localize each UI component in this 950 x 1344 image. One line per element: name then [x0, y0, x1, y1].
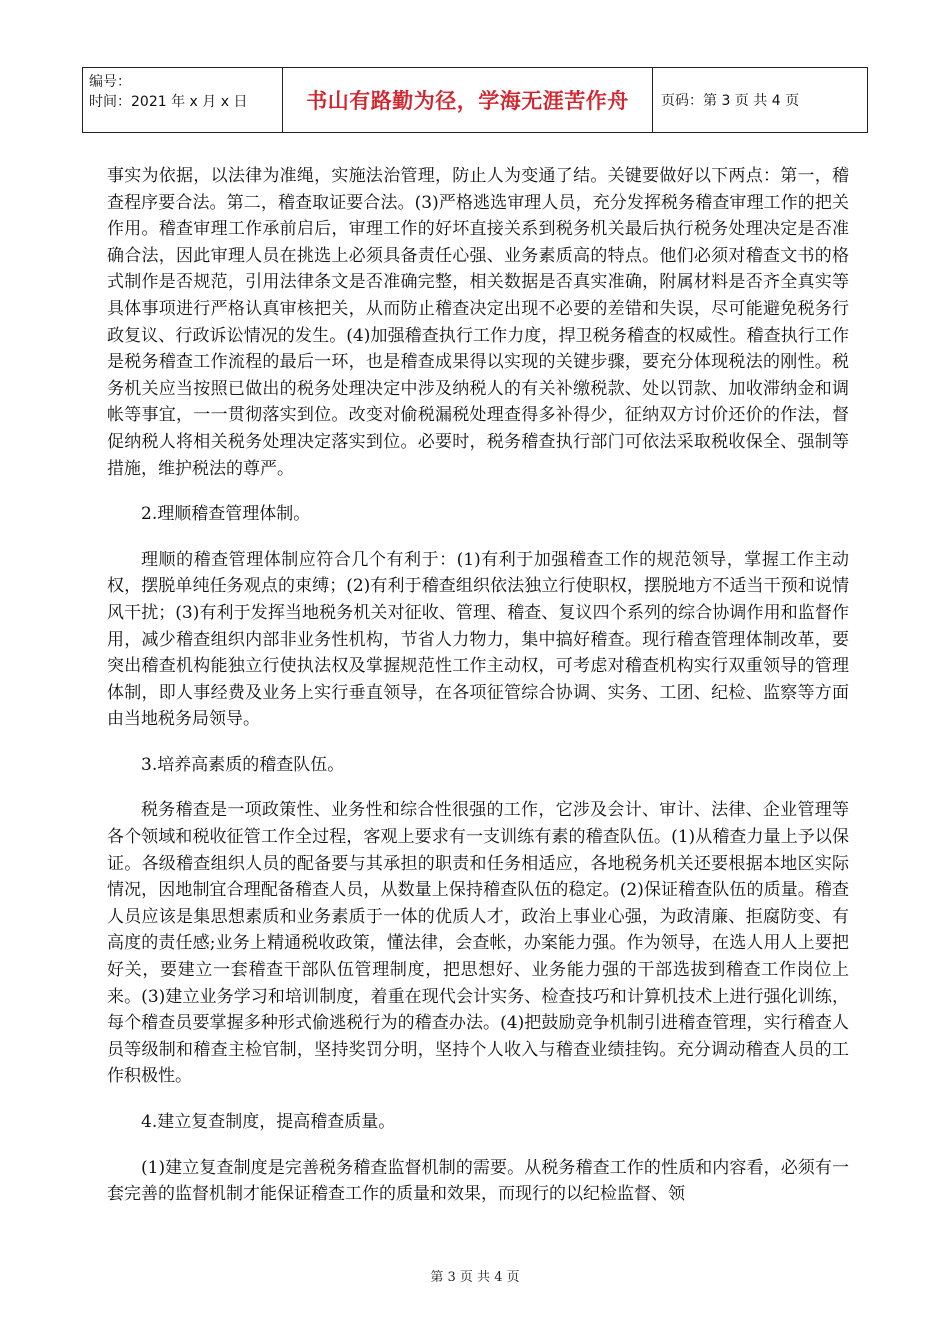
paragraph: 税务稽查是一项政策性、业务性和综合性很强的工作，它涉及会计、审计、法律、企业管理等各个领域和税收征管工作全过程，客观上要求有一支训练有素的稽查队伍。(1)从稽查力量上予以保证。各级稽查组织人员的配备要与其承担的职责和任务相适应，各地税务机关还要根据本地区实际情况，因地制宜合理配备稽查人员，从数量上保持稽查队伍的稳定。(2)保证稽查队伍的质量。稽查人员应该是集思想素质和业务素质于一体的优质人才，政治上事业心强，为政清廉、拒腐防变、有高度的责任感;业务上精通税收政策，懂法律，会查帐，办案能力强。作为领导，在选人用人上要把好关，要建立一套稽查干部队伍管理制度，把思想好、业务能力强的干部选拔到稽查工作岗位上来。(3)建立业务学习和培训制度，着重在现代会计实务、检查技巧和计算机技术上进行强化训练，每个稽查员要掌握多种形式偷逃税行为的稽查办法。(4)把鼓励竞争机制引进稽查管理，实行稽查人员等级制和稽查主检官制，坚持奖罚分明，坚持个人收入与稽查业绩挂钩。充分调动稽查人员的工作积极性。 — [107, 800, 849, 1087]
paragraph: 事实为依据，以法律为准绳，实施法治管理，防止人为变通了结。关键要做好以下两点：第一，稽查程序要合法。第二，稽查取证要合法。(3)严格逃选审理人员，充分发挥税务稽查审理工作的把关作用。稽查审理工作承前启后，审理工作的好坏直接关系到税务机关最后执行税务处理决定是否准确合法，因此审理人员在挑选上必须具备责任心强、业务素质高的特点。他们必须对稽查文书的格式制作是否规范，引用法律条文是否准确完整，相关数据是否真实准确，附属材料是否齐全真实等具体事项进行严格认真审核把关，从而防止稽查决定出现不必要的差错和失误，尽可能避免税务行政复议、行政诉讼情况的发生。(4)加强稽查执行工作力度，捍卫税务稽查的权威性。稽查执行工作是税务稽查工作流程的最后一环，也是稽查成果得以实现的关键步骤，要充分体现税法的刚性。税务机关应当按照已做出的税务处理决定中涉及纳税人的有关补缴税款、处以罚款、加收滞纳金和调帐等事宜，一一贯彻落实到位。改变对偷税漏税处理查得多补得少，征纳双方讨价还价的作法，督促纳税人将相关税务处理决定落实到位。必要时，税务稽查执行部门可依法采取税收保全、强制等措施，维护税法的尊严。 — [107, 166, 849, 479]
section-heading: 3.培养高素质的稽查队伍。 — [141, 754, 345, 775]
serial-label: 编号： — [89, 74, 131, 90]
paragraph: 理顺的稽查管理体制应符合几个有利于：(1)有利于加强稽查工作的规范领导，掌握工作主动权，摆脱单纯任务观点的束缚；(2)有利于稽查组织依法独立行使职权，摆脱地方不适当干预和说情风干扰；(3)有利于发挥当地税务机关对征收、管理、稽查、复议四个系列的综合协调作用和监督作用，减少稽查组织内部非业务性机构，节省人力物力，集中搞好稽查。现行稽查管理体制改革，要突出稽查机构能独立行使执法权及掌握规范性工作主动权，可考虑对稽查机构实行双重领导的管理体制，即人事经费及业务上实行垂直领导，在各项征管综合协调、实务、工团、纪检、监察等方面由当地税务局领导。 — [107, 549, 849, 730]
section-heading: 4.建立复查制度，提高稽查质量。 — [141, 1112, 396, 1132]
header-motto: 书山有路勤为径，学海无涯苦作舟 — [283, 68, 653, 132]
header-page-info: 页码：第 3 页 共 4 页 — [661, 93, 800, 109]
page-footer: 第 3 页 共 4 页 — [430, 1270, 520, 1285]
date-label: 时间：2021 年 x 月 x 日 — [89, 94, 248, 110]
document-body — [107, 163, 849, 1208]
paragraph: (1)建立复查制度是完善税务稽查监督机制的需要。从税务稽查工作的性质和内容看，必须有一套完善的监督机制才能保证稽查工作的质量和效果，而现行的以纪检监督、领 — [107, 1157, 849, 1205]
header-meta — [83, 68, 283, 132]
page-header — [82, 67, 868, 133]
section-heading: 2.理顺稽查管理体制。 — [141, 504, 311, 525]
